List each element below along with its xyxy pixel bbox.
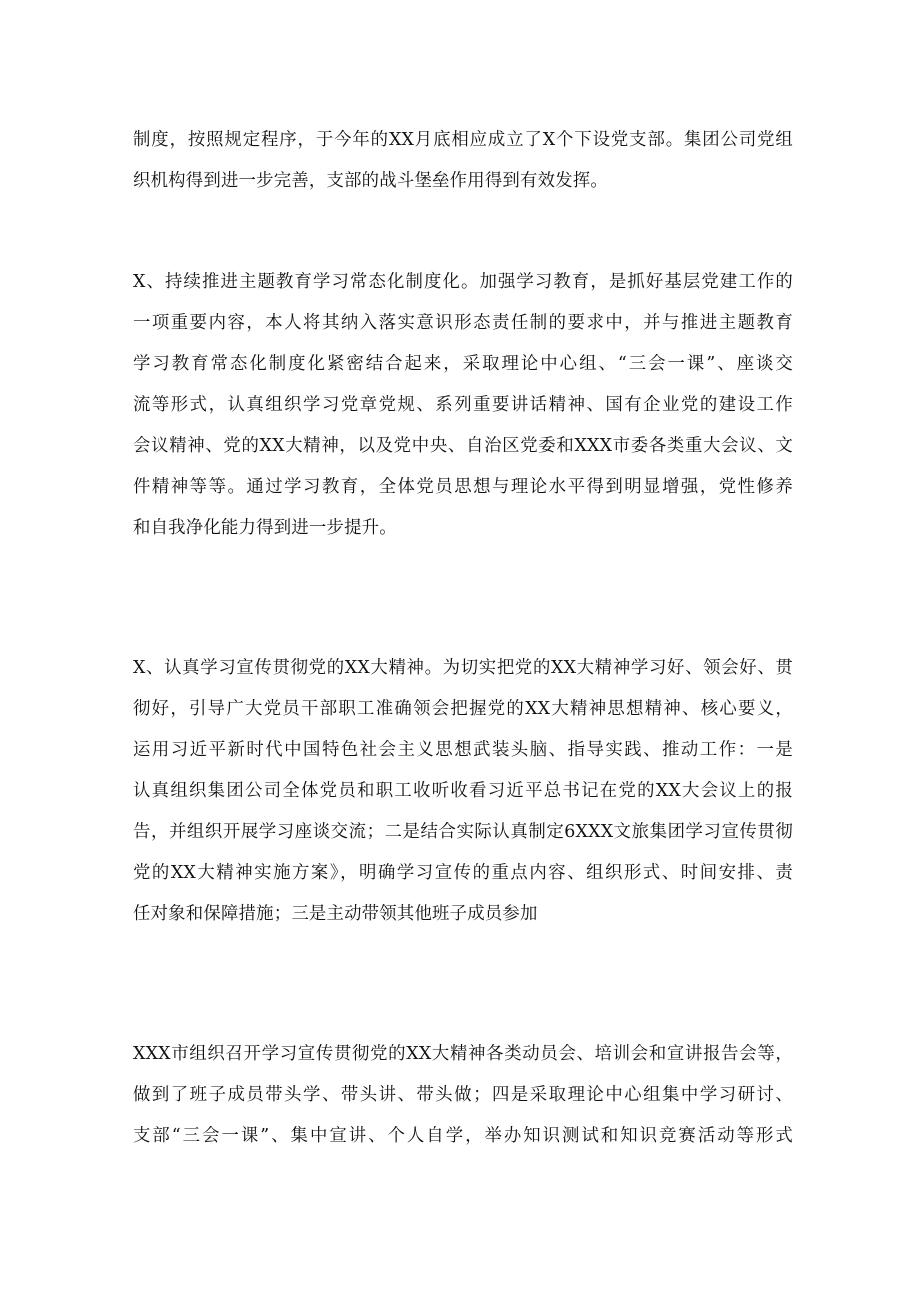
text-line: 和自我净化能力得到进一步提升。 [133,518,397,538]
paragraph-theme-education [133,262,793,549]
text-line: 运用习近平新时代中国特色社会主义思想武装头脑、指导实践、推动工作：一是 [133,740,793,760]
text-line: 认真组织集团公司全体党员和职工收听收看习近平总书记在党的XX大会议上的报 [133,781,793,801]
text-line: 制度，按照规定程序，于今年的XX月底相应成立了X个下设党支部。集团公司党组 [133,130,793,150]
paragraph-congress-spirit [133,648,793,935]
text-line: 告，并组织开展学习座谈交流；二是结合实际认真制定6XXX文旅集团学习宣传贯彻 [133,822,793,842]
text-line: 支部“三会一课”、集中宣讲、个人自学，举办知识测试和知识竞赛活动等形式 [133,1126,793,1146]
paragraph-org-structure [133,120,793,202]
paragraph-city-meetings [133,1034,793,1157]
text-line: 件精神等等。通过学习教育，全体党员思想与理论水平得到明显增强，党性修养 [133,477,793,497]
text-line: 做到了班子成员带头学、带头讲、带头做；四是采取理论中心组集中学习研讨、 [133,1085,793,1105]
text-line: X、认真学习宣传贯彻党的XX大精神。为切实把党的XX大精神学习好、领会好、贯 [133,658,793,678]
text-line: XXX市组织召开学习宣传贯彻党的XX大精神各类动员会、培训会和宣讲报告会等， [133,1044,793,1064]
text-line: 流等形式，认真组织学习党章党规、系列重要讲话精神、国有企业党的建设工作 [133,395,793,415]
text-line: 会议精神、党的XX大精神，以及党中央、自治区党委和XXX市委各类重大会议、文 [133,436,793,456]
text-line: 学习教育常态化制度化紧密结合起来，采取理论中心组、“三会一课”、座谈交 [133,354,793,374]
text-line: 彻好，引导广大党员干部职工准确领会把握党的XX大精神思想精神、核心要义， [133,699,793,719]
text-line: X、持续推进主题教育学习常态化制度化。加强学习教育，是抓好基层党建工作的 [133,272,793,292]
text-line: 织机构得到进一步完善，支部的战斗堡垒作用得到有效发挥。 [133,171,608,191]
text-line: 任对象和保障措施；三是主动带领其他班子成员参加 [133,904,538,924]
text-line: 党的XX大精神实施方案》，明确学习宣传的重点内容、组织形式、时间安排、责 [133,863,793,883]
text-line: 一项重要内容，本人将其纳入落实意识形态责任制的要求中，并与推进主题教育 [133,313,793,333]
